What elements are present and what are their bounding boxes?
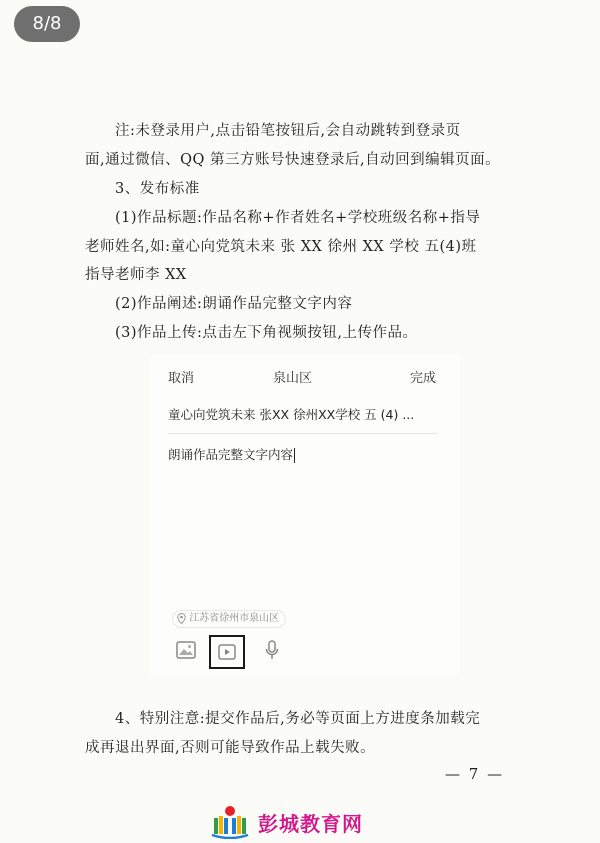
item3: (3)作品上传:点击左下角视频按钮,上传作品。 bbox=[115, 325, 418, 341]
description-field[interactable] bbox=[168, 445, 295, 463]
region-label: 泉山区 bbox=[273, 371, 313, 386]
item4-line-1: 4、特别注意:提交作品后,务必等页面上方进度条加载完 bbox=[115, 711, 481, 727]
app-screenshot bbox=[150, 355, 460, 675]
location-text: 江苏省徐州市泉山区 bbox=[189, 613, 280, 624]
location-tag[interactable] bbox=[172, 610, 286, 628]
site-logo bbox=[210, 805, 363, 839]
page-number: — 7 — bbox=[445, 765, 505, 783]
done-button[interactable]: 完成 bbox=[410, 371, 437, 386]
page-indicator: 8/8 bbox=[14, 6, 80, 42]
heading-publish-standard: 3、发布标准 bbox=[115, 181, 200, 197]
description-text: 朗诵作品完整文字内容 bbox=[168, 447, 294, 462]
cancel-button[interactable]: 取消 bbox=[168, 371, 195, 386]
divider bbox=[168, 433, 438, 434]
photo-icon bbox=[176, 641, 196, 659]
item4-line-2: 成再退出界面,否则可能导致作品上载失败。 bbox=[85, 740, 376, 756]
location-pin-icon bbox=[177, 613, 186, 624]
item1-line-2: 老师姓名,如:童心向党筑未来 张 XX 徐州 XX 学校 五(4)班 bbox=[85, 239, 477, 255]
video-upload-button[interactable] bbox=[209, 635, 245, 669]
item2: (2)作品阐述:朗诵作品完整文字内容 bbox=[115, 296, 353, 312]
text-cursor bbox=[294, 448, 295, 463]
voice-button[interactable] bbox=[254, 635, 290, 665]
video-icon bbox=[218, 644, 236, 660]
microphone-icon bbox=[265, 640, 279, 660]
item1-line-3: 指导老师李 XX bbox=[85, 267, 187, 283]
note-line-2: 面,通过微信、QQ 第三方账号快速登录后,自动回到编辑页面。 bbox=[85, 152, 501, 168]
note-line-1: 注:未登录用户,点击铅笔按钮后,会自动跳转到登录页 bbox=[115, 123, 461, 139]
item1-line-1: (1)作品标题:作品名称+作者姓名+学校班级名称+指导 bbox=[115, 210, 481, 226]
logo-text: 彭城教育网 bbox=[258, 811, 363, 836]
title-field[interactable]: 童心向党筑未来 张XX 徐州XX学校 五 (4) ... bbox=[168, 407, 415, 422]
book-logo-icon bbox=[210, 805, 250, 839]
photo-button[interactable] bbox=[168, 635, 204, 665]
